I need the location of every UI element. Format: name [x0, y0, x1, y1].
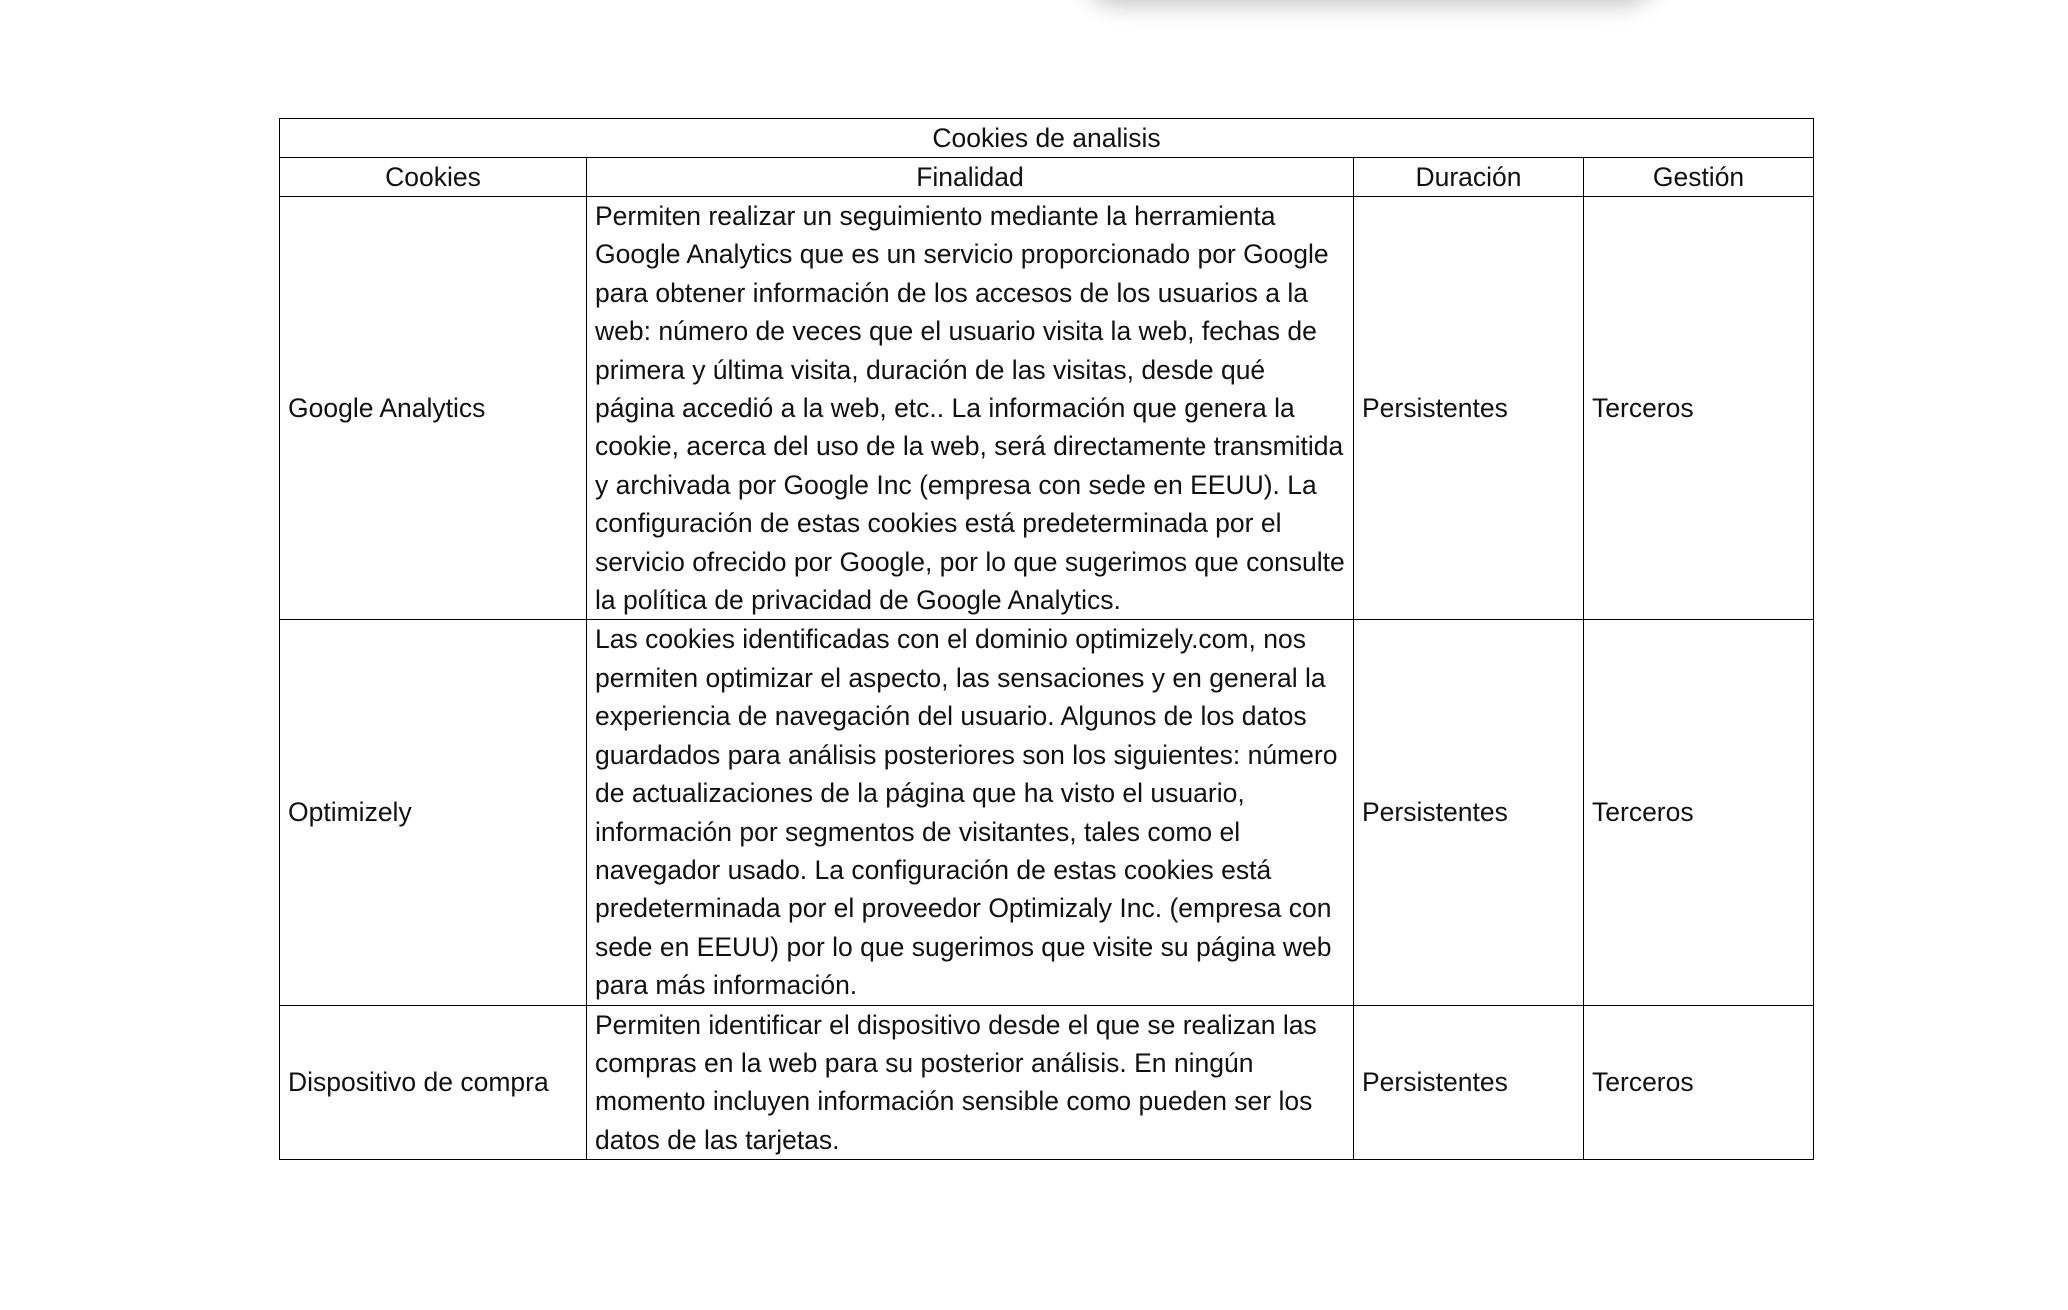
cookie-name: Google Analytics	[280, 197, 587, 620]
table-row	[280, 620, 1814, 1005]
table-title-row	[280, 119, 1814, 158]
cookie-name: Optimizely	[280, 620, 587, 1005]
cookie-name: Dispositivo de compra	[280, 1005, 587, 1160]
header-finalidad: Finalidad	[587, 158, 1354, 197]
cookie-purpose: Las cookies identificadas con el dominio optimizely.com, nos permiten optimizar el aspecto, las sensaciones y en general la experiencia de navegación del usuario. Algunos de los datos guardados para análisis posteriores son los siguientes: número de actualizaciones de la página que ha visto el usuario, información por segmentos de visitantes, tales como el navegador usado. La configuración de estas cookies está predeterminada por el proveedor Optimizaly Inc. (empresa con sede en EEUU) por lo que sugerimos que visite su página web para más información.	[587, 620, 1354, 1005]
table-row	[280, 1005, 1814, 1160]
cookie-management: Terceros	[1584, 1005, 1814, 1160]
header-duracion: Duración	[1354, 158, 1584, 197]
cookie-management: Terceros	[1584, 620, 1814, 1005]
header-gestion: Gestión	[1584, 158, 1814, 197]
table-title: Cookies de analisis	[280, 119, 1814, 158]
cookies-table	[279, 118, 1814, 1160]
table-header-row	[280, 158, 1814, 197]
cookie-purpose: Permiten identificar el dispositivo desde el que se realizan las compras en la web para su posterior análisis. En ningún momento incluyen información sensible como pueden ser los datos de las tarjetas.	[587, 1005, 1354, 1160]
cookie-duration: Persistentes	[1354, 1005, 1584, 1160]
cookie-duration: Persistentes	[1354, 620, 1584, 1005]
cookie-purpose: Permiten realizar un seguimiento mediante la herramienta Google Analytics que es un servicio proporcionado por Google para obtener información de los accesos de los usuarios a la web: número de veces que el usuario visita la web, fechas de primera y última visita, duración de las visitas, desde qué página accedió a la web, etc.. La información que genera la cookie, acerca del uso de la web, será directamente transmitida y archivada por Google Inc (empresa con sede en EEUU). La configuración de estas cookies está predeterminada por el servicio ofrecido por Google, por lo que sugerimos que consulte la política de privacidad de Google Analytics.	[587, 197, 1354, 620]
cookie-duration: Persistentes	[1354, 197, 1584, 620]
cookie-management: Terceros	[1584, 197, 1814, 620]
header-cookies: Cookies	[280, 158, 587, 197]
table-row	[280, 197, 1814, 620]
